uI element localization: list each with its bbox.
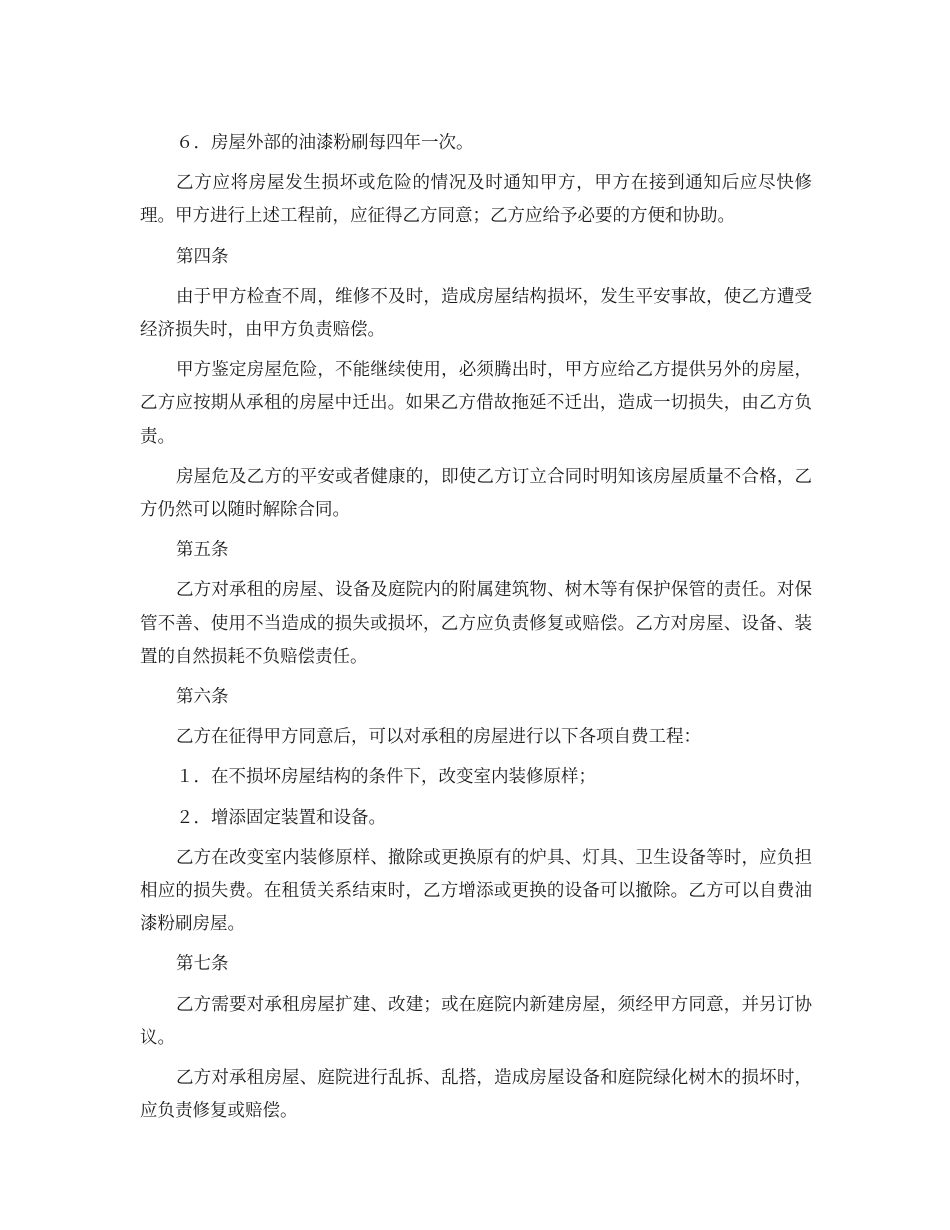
paragraph-renovation-costs: 乙方在改变室内装修原样、撤除或更换原有的炉具、灯具、卫生设备等时，应负担相应的损失费。在租赁关系结束时，乙方增添或更换的设备可以撤除。乙方可以自费油漆粉刷房屋。 — [140, 847, 812, 935]
paragraph-item-2: ２．增添固定装置和设备。 — [176, 807, 386, 828]
paragraph-landlord-liability: 由于甲方检查不周，维修不及时，造成房屋结构损坏，发生平安事故，使乙方遭受经济损失时，由甲方负责赔偿。 — [140, 286, 812, 341]
paragraph-unauthorized-alterations: 乙方对承租房屋、庭院进行乱拆、乱搭，造成房屋设备和庭院绿化树木的损坏时，应负责修复或赔偿。 — [140, 1068, 812, 1122]
paragraph-safety-termination: 房屋危及乙方的平安或者健康的，即使乙方订立合同时明知该房屋质量不合格，乙方仍然可以随时解除合同。 — [140, 466, 812, 521]
paragraph-repair-notice: 乙方应将房屋发生损坏或危险的情况及时通知甲方，甲方在接到通知后应尽快修理。甲方进行上述工程前，应征得乙方同意；乙方应给予必要的方便和协助。 — [140, 173, 812, 227]
paragraph-dangerous-house: 甲方鉴定房屋危险，不能继续使用，必须腾出时，甲方应给乙方提供另外的房屋，乙方应按期从承租的房屋中迁出。如果乙方借故拖延不迁出，造成一切损失，由乙方负责。 — [140, 360, 812, 447]
article-heading-4: 第四条 — [176, 246, 229, 267]
document-body — [140, 127, 812, 1135]
paragraph-tenant-custody: 乙方对承租的房屋、设备及庭院内的附属建筑物、树木等有保护保管的责任。对保管不善、使用不当造成的损失或损坏，乙方应负责修复或赔偿。乙方对房屋、设备、装置的自然损耗不负赔偿责任。 — [140, 580, 812, 667]
paragraph-self-funded-works: 乙方在征得甲方同意后，可以对承租的房屋进行以下各项自费工程： — [176, 727, 701, 748]
paragraph-expansion: 乙方需要对承租房屋扩建、改建；或在庭院内新建房屋，须经甲方同意，并另订协议。 — [140, 994, 812, 1048]
paragraph-item-1: １．在不损坏房屋结构的条件下，改变室内装修原样； — [176, 767, 596, 788]
article-heading-7: 第七条 — [176, 954, 229, 975]
article-heading-6: 第六条 — [176, 687, 229, 708]
article-heading-5: 第五条 — [176, 540, 229, 561]
paragraph-item-6: ６．房屋外部的油漆粉刷每四年一次。 — [176, 133, 474, 153]
